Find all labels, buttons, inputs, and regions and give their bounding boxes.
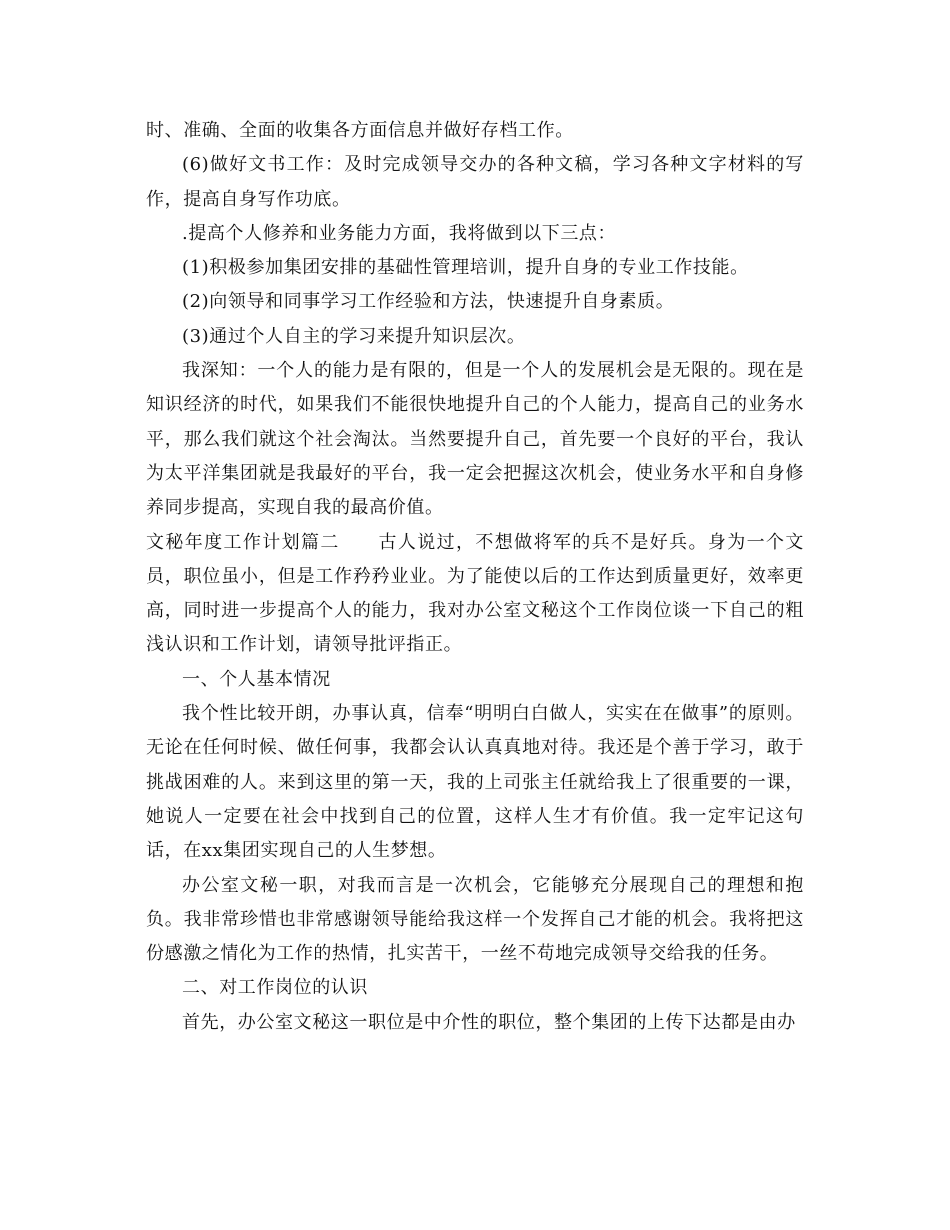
list-item: (2)向领导和同事学习工作经验和方法，快速提升自身素质。 [182, 291, 675, 313]
paragraph: 办公室文秘一职，对我而言是一次机会，它能够充分展现自己的理想和抱负。我非常珍惜也非常感谢领导能给我这样一个发挥自己才能的机会。我将把这份感激之情化为工作的热情，扎实苦干，一丝不苟地完成领导交给我的任务。 [146, 874, 804, 965]
paragraph: 时、准确、全面的收集各方面信息并做好存档工作。 [146, 120, 574, 141]
paragraph: 我深知：一个人的能力是有限的，但是一个人的发展机会是无限的。现在是知识经济的时代，如果我们不能很快地提升自己的个人能力，提高自己的业务水平，那么我们就这个社会淘汰。当然要提升自己，首先要一个良好的平台，我认为太平洋集团就是我最好的平台，我一定会把握这次机会，使业务水平和自身修养同步提高，实现自我的最高价值。 [146, 360, 804, 519]
document-body [146, 114, 804, 1040]
list-item: (3)通过个人自主的学习来提升知识层次。 [182, 325, 526, 347]
paragraph: 我个性比较开朗，办事认真，信奉“明明白白做人，实实在在做事”的原则。无论在任何时候、做任何事，我都会认认真真地对待。我还是个善于学习，敢于挑战困难的人。来到这里的第一天，我的上司张主任就给我上了很重要的一课，她说人一定要在社会中找到自己的位置，这样人生才有价值。我一定牢记这句话，在xx集团实现自己的人生梦想。 [146, 703, 804, 862]
section-heading: 二、对工作岗位的认识 [182, 977, 368, 999]
list-item: (1)积极参加集团安排的基础性管理培训，提升自身的专业工作技能。 [182, 257, 749, 279]
paragraph: 首先，办公室文秘这一职位是中介性的职位，整个集团的上传下达都是由办 [182, 1011, 796, 1033]
paragraph: .提高个人修养和业务能力方面，我将做到以下三点： [182, 222, 617, 244]
paragraph: (6)做好文书工作：及时完成领导交办的各种文稿，学习各种文字材料的写作，提高自身写作功底。 [146, 154, 804, 210]
section-title-paragraph: 文秘年度工作计划篇二 古人说过，不想做将军的兵不是好兵。身为一个文员，职位虽小，但是工作矜矜业业。为了能使以后的工作达到质量更好，效率更高，同时进一步提高个人的能力，我对办公室文秘这个工作岗位谈一下自己的粗浅认识和工作计划，请领导批评指正。 [146, 531, 804, 656]
section-heading: 一、个人基本情况 [182, 668, 331, 690]
